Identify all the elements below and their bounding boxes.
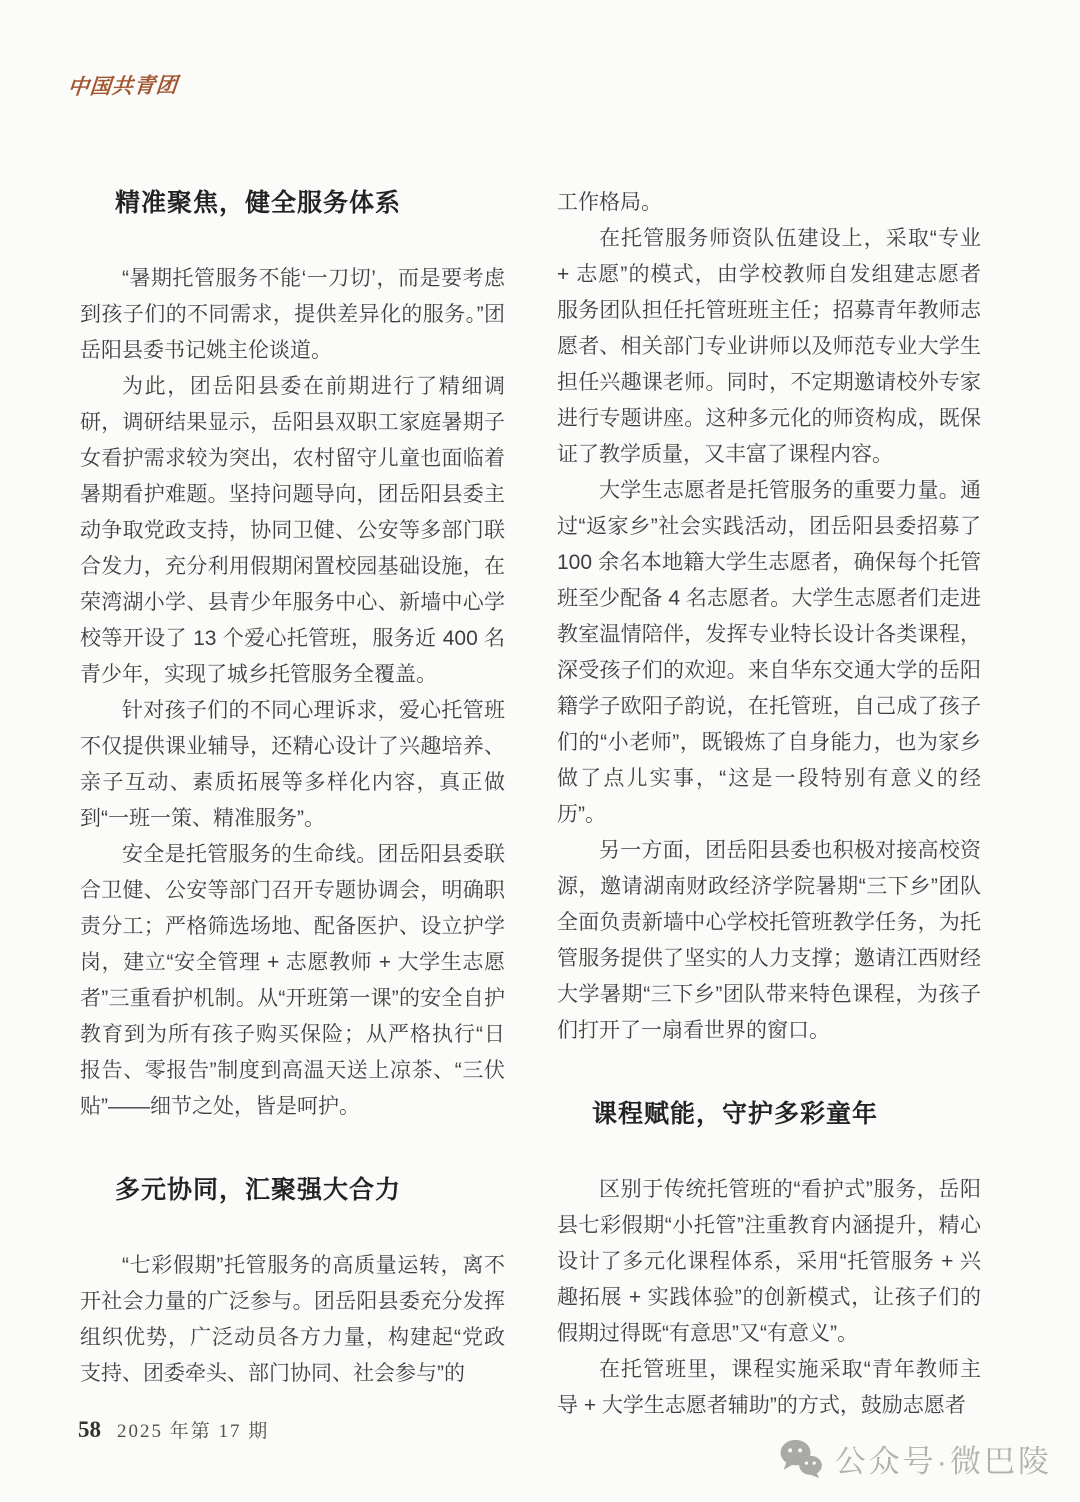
section-heading: 课程赋能，守护多彩童年 — [592, 1100, 879, 1128]
paragraph: 针对孩子们的不同心理诉求，爱心托管班不仅提供课业辅导，还精心设计了兴趣培养、亲子互动、素质拓展等多样化内容，真正做到“一班一策、精准服务”。 — [80, 699, 505, 830]
paragraph: 为此，团岳阳县委在前期进行了精细调研，调研结果显示，岳阳县双职工家庭暑期子女看护需求较为突出，农村留守儿童也面临着暑期看护难题。坚持问题导向，团岳阳县委主动争取党政支持，协同卫健、公安等多部门联合发力，充分利用假期闲置校园基础设施，在荣湾湖小学、县青少年服务中心、新墙中心学校等开设了 13 个爱心托管班，服务近 400 名青少年，实现了城乡托管服务全覆盖。 — [80, 375, 505, 686]
masthead-logo: 中国共青团 — [66, 72, 180, 99]
paragraph: “七彩假期”托管服务的高质量运转，离不开社会力量的广泛参与。团岳阳县委充分发挥组织优势，广泛动员各方力量，构建起“党政支持、团委牵头、部门协同、社会参与”的 — [80, 1254, 505, 1385]
page-number: 58 — [78, 1417, 101, 1442]
article-left-column — [80, 188, 505, 1392]
paragraph: 大学生志愿者是托管服务的重要力量。通过“返家乡”社会实践活动，团岳阳县委招募了 100 余名本地籍大学生志愿者，确保每个托管班至少配备 4 名志愿者。大学生志愿者们走进教室温情陪伴，发挥专业特长设计各类课程，深受孩子们的欢迎。来自华东交通大学的岳阳籍学子欧阳子韵说，在托管班，自己成了孩子们的“小老师”，既锻炼了自身能力，也为家乡做了点儿实事，“这是一段特别有意义的经历”。 — [557, 479, 981, 826]
page-footer — [78, 1416, 269, 1443]
paragraph: 工作格局。 — [557, 191, 662, 214]
watermark — [779, 1436, 1052, 1481]
article-right-column — [557, 185, 981, 1424]
paragraph: 区别于传统托管班的“看护式”服务，岳阳县七彩假期“小托管”注重教育内涵提升，精心设计了多元化课程体系，采用“托管服务 + 兴趣拓展 + 实践体验”的创新模式，让孩子们的假期过得既“有意思”又“有意义”。 — [557, 1178, 981, 1345]
paragraph: 安全是托管服务的生命线。团岳阳县委联合卫健、公安等部门召开专题协调会，明确职责分工；严格筛选场地、配备医护、设立护学岗，建立“安全管理 + 志愿教师 + 大学生志愿者”三重看护机制。从“开班第一课”的安全自护教育到为所有孩子购买保险；从严格执行“日报告、零报告”制度到高温天送上凉茶、“三伏贴”——细节之处，皆是呵护。 — [80, 843, 505, 1118]
paragraph: 在托管服务师资队伍建设上，采取“专业 + 志愿”的模式，由学校教师自发组建志愿者服务团队担任托管班班主任；招募青年教师志愿者、相关部门专业讲师以及师范专业大学生担任兴趣课老师。同时，不定期邀请校外专家进行专题讲座。这种多元化的师资构成，既保证了教学质量，又丰富了课程内容。 — [557, 227, 981, 466]
paragraph: “暑期托管服务不能‘一刀切’，而是要考虑到孩子们的不同需求，提供差异化的服务。”团岳阳县委书记姚主伦谈道。 — [80, 267, 505, 362]
section-heading: 多元协同，汇聚强大合力 — [115, 1176, 402, 1204]
issue-label: 2025 年第 17 期 — [117, 1421, 270, 1442]
paragraph: 在托管班里，课程实施采取“青年教师主导 + 大学生志愿者辅助”的方式，鼓励志愿者 — [557, 1358, 981, 1417]
wechat-icon — [779, 1439, 823, 1479]
paragraph: 另一方面，团岳阳县委也积极对接高校资源，邀请湖南财政经济学院暑期“三下乡”团队全面负责新墙中心学校托管班教学任务，为托管服务提供了坚实的人力支撑；邀请江西财经大学暑期“三下乡”团队带来特色课程，为孩子们打开了一扇看世界的窗口。 — [557, 839, 981, 1042]
section-heading: 精准聚焦，健全服务体系 — [115, 189, 402, 217]
watermark-label: 公众号·微巴陵 — [834, 1444, 1052, 1479]
